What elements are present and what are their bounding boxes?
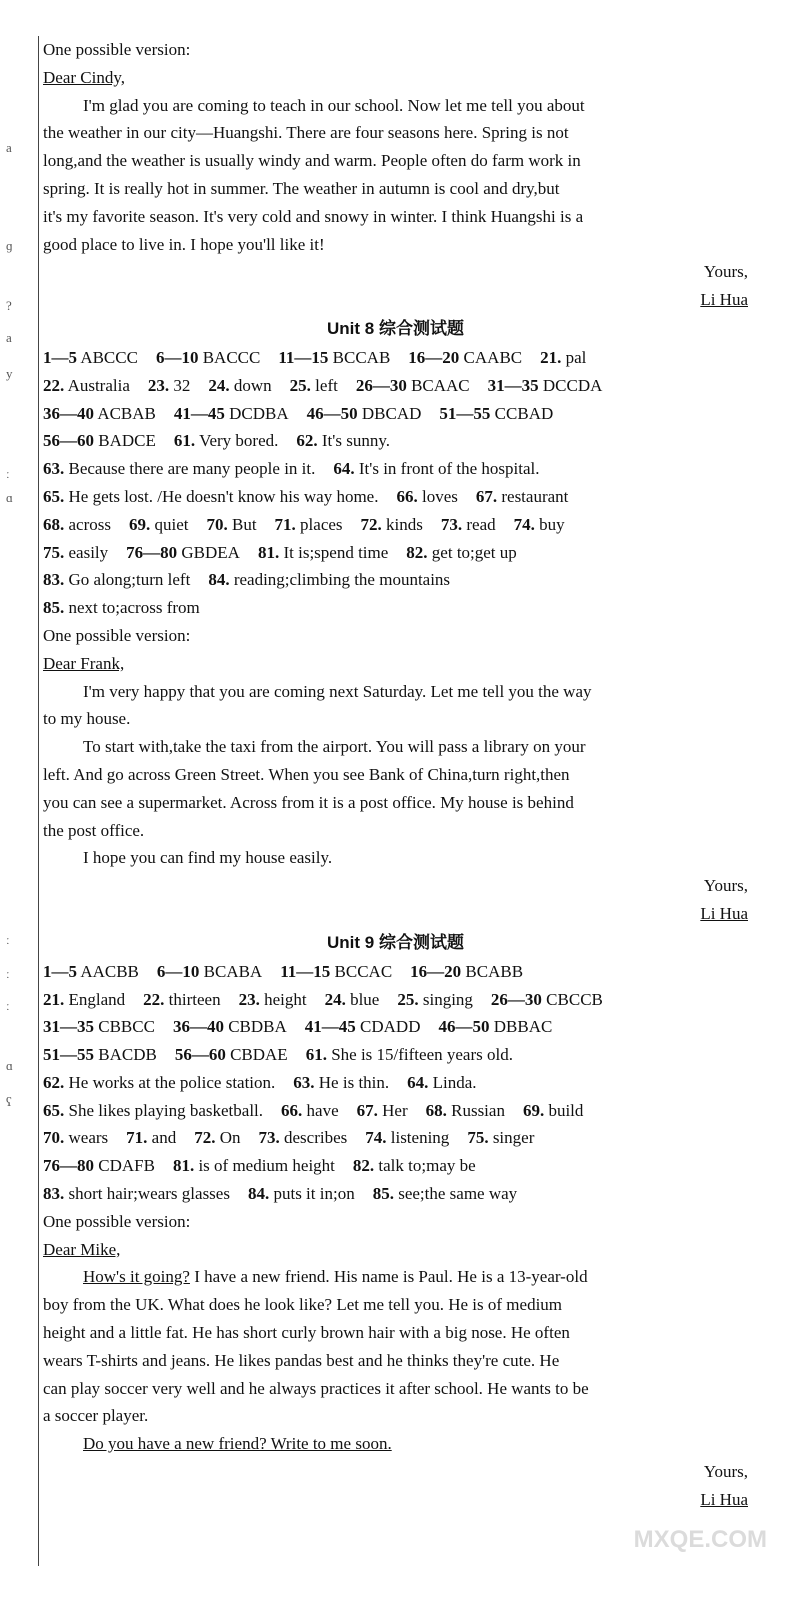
answer-text: But	[231, 514, 257, 534]
answer-item	[248, 1184, 355, 1203]
question-number: 81.	[257, 542, 280, 562]
answer-text: Her	[382, 1100, 408, 1120]
answer-item	[43, 459, 315, 478]
answer-text: across	[68, 514, 111, 534]
question-number: 67.	[475, 486, 498, 506]
answer-text: read	[466, 514, 496, 534]
answer-row	[43, 483, 748, 511]
margin-mark: a	[6, 140, 12, 155]
answer-item	[365, 1128, 449, 1147]
question-number: 85.	[372, 1184, 394, 1204]
question-number: 11—15	[278, 347, 329, 367]
answer-text: Because there are many people in it.	[68, 459, 316, 479]
answer-item	[296, 431, 390, 450]
answer-text: CCBAD	[494, 403, 554, 423]
question-number: 84.	[247, 1184, 270, 1204]
answer-item	[43, 348, 138, 367]
answer-item	[426, 1101, 505, 1120]
letter-signature: Li Hua	[700, 903, 748, 923]
question-number: 82.	[406, 542, 428, 562]
question-number: 1—5	[43, 961, 77, 981]
question-number: 64.	[407, 1072, 429, 1092]
answer-item	[307, 404, 422, 423]
question-number: 16—20	[408, 347, 460, 367]
answer-item	[43, 1017, 155, 1036]
answer-text: puts it in;on	[273, 1184, 355, 1204]
answer-row	[43, 1069, 748, 1097]
letter-greeting: Dear Cindy,	[43, 67, 125, 87]
answer-item	[275, 515, 343, 534]
answer-item	[43, 990, 125, 1009]
answer-item	[258, 543, 388, 562]
answer-item	[239, 990, 307, 1009]
question-number: 68.	[43, 514, 65, 534]
answer-item	[174, 404, 289, 423]
letter-greeting: Dear Mike,	[43, 1239, 121, 1259]
question-number: 25.	[289, 375, 311, 395]
letter-line: the post office.	[43, 820, 145, 840]
answer-item	[43, 1156, 155, 1175]
margin-mark: ː	[6, 966, 10, 981]
answer-item	[43, 1184, 230, 1203]
answer-item	[523, 1101, 583, 1120]
question-number: 66.	[396, 486, 418, 506]
answer-text: is of medium height	[198, 1156, 335, 1176]
margin-mark: ɡ	[6, 238, 13, 253]
answer-item	[148, 376, 191, 395]
answer-text: DCDBA	[229, 403, 289, 423]
letter-signature: Li Hua	[700, 1489, 748, 1509]
question-number: 72.	[360, 514, 382, 534]
answer-item	[406, 543, 516, 562]
question-number: 82.	[352, 1156, 375, 1176]
answer-text: singer	[492, 1128, 535, 1148]
answer-item	[143, 990, 220, 1009]
answer-text: Australia	[67, 375, 130, 395]
question-number: 6—10	[155, 347, 199, 367]
question-number: 56—60	[174, 1045, 226, 1065]
unit-title: Unit 9 综合测试题	[327, 932, 464, 952]
letter-line: the weather in our city—Huangshi. There are four seasons here. Spring is not	[43, 123, 569, 143]
answer-text: and	[151, 1128, 177, 1148]
question-number: 62.	[296, 431, 318, 451]
answer-text: height	[264, 989, 307, 1009]
question-number: 68.	[425, 1100, 447, 1120]
answer-item	[173, 1017, 287, 1036]
answer-text: BACDB	[98, 1045, 157, 1065]
question-number: 36—40	[43, 403, 94, 423]
answer-text: kinds	[386, 514, 423, 534]
question-number: 65.	[43, 1100, 65, 1120]
answer-text: buy	[539, 514, 565, 534]
answer-row	[43, 1180, 748, 1208]
answer-text: wears	[68, 1128, 109, 1148]
question-number: 23.	[147, 375, 170, 395]
answer-item	[333, 459, 539, 478]
answer-text: It is;spend time	[283, 542, 389, 562]
question-number: 26—30	[355, 375, 407, 395]
question-number: 21.	[540, 347, 562, 367]
answer-row	[43, 372, 748, 400]
answer-item	[441, 515, 496, 534]
answer-row	[43, 455, 748, 483]
question-number: 36—40	[172, 1017, 224, 1037]
answer-item	[43, 1045, 157, 1064]
question-number: 74.	[513, 514, 535, 534]
answer-item	[43, 598, 200, 617]
letter-line: To start with,take the taxi from the airport. You will pass a library on your	[83, 737, 586, 757]
question-number: 24.	[208, 375, 230, 395]
margin-mark: ː	[6, 932, 10, 947]
answer-item	[410, 962, 523, 981]
answer-item	[293, 1073, 389, 1092]
answer-row	[43, 427, 748, 455]
answer-text: DBBAC	[493, 1017, 553, 1037]
watermark-logo: MXQE.COM	[633, 1526, 767, 1553]
question-number: 26—30	[490, 989, 542, 1009]
question-number: 21.	[43, 989, 65, 1009]
letter-line: boy from the UK. What does he look like? Let me tell you. He is of medium	[43, 1295, 563, 1315]
margin-mark: ː	[6, 998, 10, 1013]
answer-text: It's in front of the hospital.	[358, 459, 540, 479]
answer-text: AACBB	[80, 961, 139, 981]
answer-text: BCABA	[203, 961, 263, 981]
answer-text: listening	[390, 1128, 450, 1148]
answer-row	[43, 986, 748, 1014]
answer-item	[278, 348, 390, 367]
letter-line: wears T-shirts and jeans. He likes pandas best and he thinks they're cute. He	[43, 1350, 560, 1370]
letter-line: Do you have a new friend? Write to me soon.	[83, 1434, 392, 1454]
answer-item	[396, 487, 457, 506]
margin-mark: ?	[6, 298, 12, 313]
question-number: 83.	[43, 1184, 65, 1204]
answer-text: next to;across from	[68, 598, 200, 618]
answer-item	[514, 515, 565, 534]
answer-text: She is 15/fifteen years old.	[331, 1045, 513, 1065]
answer-text: down	[233, 375, 272, 395]
answer-item	[206, 515, 256, 534]
answer-text: CBCCB	[546, 989, 603, 1009]
margin-mark: ɑ	[6, 490, 13, 505]
answer-row	[43, 400, 748, 428]
letter-opening-question: How's it going?	[83, 1267, 190, 1287]
version-label: One possible version:	[43, 625, 191, 645]
answer-row	[43, 539, 748, 567]
answer-row	[43, 1152, 748, 1180]
question-number: 69.	[522, 1100, 545, 1120]
answer-text: She likes playing basketball.	[68, 1100, 264, 1120]
letter-closing: Yours,	[703, 262, 748, 282]
answer-item	[43, 543, 108, 562]
answer-text: GBDEA	[181, 542, 240, 562]
answer-text: CBBCC	[98, 1017, 155, 1037]
answer-text: DBCAD	[361, 403, 422, 423]
question-number: 83.	[43, 570, 65, 590]
answer-row	[43, 344, 748, 372]
question-number: 67.	[356, 1100, 378, 1120]
question-number: 84.	[208, 570, 230, 590]
answer-text: Russian	[451, 1100, 505, 1120]
answer-text: blue	[350, 989, 380, 1009]
letter-line: to my house.	[43, 709, 131, 729]
letter-line: I have a new friend. His name is Paul. He is a 13-year-old	[189, 1267, 588, 1287]
answer-item	[175, 1045, 288, 1064]
question-number: 51—55	[43, 1045, 94, 1065]
answer-item	[325, 990, 380, 1009]
letter-line: good place to live in. I hope you'll like it!	[43, 234, 325, 254]
answer-text: easily	[68, 542, 109, 562]
answer-item	[373, 1184, 517, 1203]
letter-closing: Yours,	[703, 876, 748, 896]
answer-text: BADCE	[98, 431, 156, 451]
answer-item	[305, 1017, 421, 1036]
question-number: 66.	[281, 1100, 303, 1120]
answer-item	[43, 1101, 263, 1120]
question-number: 6—10	[156, 961, 200, 981]
letter-line: I'm very happy that you are coming next Saturday. Let me tell you the way	[83, 681, 592, 701]
answer-item	[173, 1156, 335, 1175]
answer-item	[157, 962, 262, 981]
question-number: 46—50	[438, 1017, 490, 1037]
letter-line: long,and the weather is usually windy and warm. People often do farm work in	[43, 151, 581, 171]
answer-item	[467, 1128, 534, 1147]
letter-line: you can see a supermarket. Across from it is a post office. My house is behind	[43, 792, 574, 812]
question-number: 61.	[305, 1045, 327, 1065]
question-number: 41—45	[173, 403, 225, 423]
question-number: 72.	[194, 1128, 216, 1148]
answer-block	[43, 344, 748, 622]
answer-item	[43, 487, 378, 506]
question-number: 70.	[43, 1128, 65, 1148]
question-number: 46—50	[306, 403, 358, 423]
answer-item	[126, 543, 240, 562]
question-number: 65.	[43, 486, 65, 506]
question-number: 73.	[258, 1128, 280, 1148]
question-number: 22.	[43, 375, 65, 395]
answer-item	[491, 990, 603, 1009]
answer-text: He is thin.	[318, 1072, 390, 1092]
answer-item	[281, 1101, 339, 1120]
answer-text: England	[68, 989, 126, 1009]
answer-row	[43, 1097, 748, 1125]
question-number: 1—5	[43, 347, 77, 367]
question-number: 31—35	[487, 375, 539, 395]
answer-row	[43, 1124, 748, 1152]
question-number: 61.	[173, 431, 196, 451]
letter-line: I hope you can find my house easily.	[83, 848, 333, 868]
answer-text: reading;climbing the mountains	[233, 570, 451, 590]
letter-closing: Yours,	[703, 1462, 748, 1482]
answer-text: ABCCC	[80, 347, 138, 367]
answer-text: Very bored.	[199, 431, 279, 451]
question-number: 16—20	[410, 961, 462, 981]
answer-text: It's sunny.	[321, 431, 390, 451]
answer-text: On	[219, 1128, 241, 1148]
question-number: 11—15	[280, 961, 331, 981]
answer-item	[408, 348, 522, 367]
letter-line: spring. It is really hot in summer. The weather in autumn is cool and dry,but	[43, 178, 560, 198]
question-number: 73.	[440, 514, 463, 534]
answer-item	[43, 1073, 275, 1092]
answer-item	[208, 376, 271, 395]
margin-mark: ɑ	[6, 1058, 13, 1073]
answer-item	[540, 348, 586, 367]
answer-item	[439, 404, 553, 423]
letter-line: it's my favorite season. It's very cold and snowy in winter. I think Huangshi is a	[43, 206, 584, 226]
margin-mark: ː	[6, 466, 10, 481]
answer-text: Go along;turn left	[68, 570, 191, 590]
question-number: 75.	[467, 1128, 489, 1148]
answer-text: ACBAB	[97, 403, 156, 423]
answer-item	[194, 1128, 240, 1147]
answer-row	[43, 566, 748, 594]
question-number: 63.	[293, 1072, 315, 1092]
version-label: One possible version:	[43, 1211, 191, 1231]
answer-item	[438, 1017, 552, 1036]
letter-signature: Li Hua	[700, 290, 748, 310]
answer-item	[290, 376, 338, 395]
question-number: 76—80	[126, 542, 178, 562]
question-number: 81.	[172, 1156, 195, 1176]
answer-item	[306, 1045, 513, 1064]
question-number: 62.	[43, 1072, 65, 1092]
answer-row	[43, 1013, 748, 1041]
question-number: 74.	[365, 1128, 387, 1148]
letter-line: a soccer player.	[43, 1406, 149, 1426]
question-number: 23.	[238, 989, 260, 1009]
question-number: 24.	[324, 989, 346, 1009]
answer-item	[397, 990, 473, 1009]
answer-text: quiet	[154, 514, 189, 534]
answer-text: restaurant	[501, 486, 569, 506]
question-number: 70.	[206, 514, 228, 534]
answer-item	[129, 515, 189, 534]
answer-text: singing	[422, 989, 473, 1009]
answer-item	[156, 348, 260, 367]
answer-text: have	[306, 1100, 339, 1120]
answer-row	[43, 1041, 748, 1069]
answer-item	[280, 962, 392, 981]
answer-text: places	[300, 514, 343, 534]
margin-mark: y	[6, 366, 13, 381]
answer-text: He gets lost. /He doesn't know his way home.	[68, 486, 379, 506]
answer-row	[43, 958, 748, 986]
answer-item	[208, 570, 450, 589]
answer-item	[43, 1128, 108, 1147]
answer-text: 32	[173, 375, 191, 395]
question-number: 64.	[333, 459, 355, 479]
answer-text: BCCAB	[332, 347, 391, 367]
letter-line: can play soccer very well and he always practices it after school. He wants to be	[43, 1378, 589, 1398]
answer-text: Linda.	[432, 1072, 477, 1092]
question-number: 31—35	[43, 1017, 94, 1037]
answer-text: pal	[565, 347, 587, 367]
question-number: 75.	[43, 542, 65, 562]
letter-line: height and a little fat. He has short curly brown hair with a big nose. He often	[43, 1323, 570, 1343]
answer-item	[353, 1156, 476, 1175]
answer-text: BCABB	[465, 961, 524, 981]
answer-item	[43, 570, 190, 589]
answer-item	[488, 376, 603, 395]
question-number: 76—80	[43, 1156, 94, 1176]
answer-text: BCCAC	[334, 961, 393, 981]
question-number: 71.	[126, 1128, 148, 1148]
question-number: 85.	[43, 598, 65, 618]
margin-mark: ʕ	[6, 1094, 12, 1109]
answer-text: see;the same way	[398, 1184, 518, 1204]
answer-item	[258, 1128, 347, 1147]
answer-item	[43, 376, 130, 395]
answer-block	[43, 958, 748, 1208]
answer-item	[43, 962, 139, 981]
letter-line: left. And go across Green Street. When you see Bank of China,turn right,then	[43, 764, 570, 784]
answer-item	[356, 376, 470, 395]
question-number: 69.	[128, 514, 151, 534]
answer-item	[476, 487, 569, 506]
question-number: 25.	[397, 989, 419, 1009]
answer-text: loves	[421, 486, 458, 506]
unit-title: Unit 8 综合测试题	[327, 318, 464, 338]
answer-text: CDADD	[360, 1017, 421, 1037]
answer-text: DCCDA	[542, 375, 603, 395]
question-number: 51—55	[439, 403, 491, 423]
answer-text: describes	[283, 1128, 348, 1148]
answer-item	[43, 431, 156, 450]
answer-text: CBDBA	[228, 1017, 287, 1037]
question-number: 56—60	[43, 431, 94, 451]
version-label: One possible version:	[43, 40, 191, 59]
answer-text: BCAAC	[411, 375, 470, 395]
answer-item	[174, 431, 279, 450]
answer-text: CAABC	[463, 347, 523, 367]
answer-text: talk to;may be	[378, 1156, 476, 1176]
answer-item	[357, 1101, 408, 1120]
answer-text: He works at the police station.	[68, 1072, 276, 1092]
answer-page	[38, 36, 748, 1566]
answer-text: thirteen	[168, 989, 221, 1009]
answer-item	[361, 515, 423, 534]
answer-row	[43, 511, 748, 539]
answer-text: build	[548, 1100, 584, 1120]
letter-line: I'm glad you are coming to teach in our school. Now let me tell you about	[83, 95, 585, 115]
answer-text: BACCC	[202, 347, 261, 367]
answer-text: CBDAE	[230, 1045, 288, 1065]
question-number: 71.	[274, 514, 296, 534]
answer-text: short hair;wears glasses	[68, 1184, 230, 1204]
answer-item	[43, 404, 156, 423]
answer-text: get to;get up	[431, 542, 517, 562]
question-number: 22.	[143, 989, 165, 1009]
margin-mark: a	[6, 330, 12, 345]
answer-text: left	[315, 375, 338, 395]
answer-item	[407, 1073, 476, 1092]
answer-item	[126, 1128, 176, 1147]
question-number: 41—45	[304, 1017, 356, 1037]
letter-greeting: Dear Frank,	[43, 653, 125, 673]
answer-row	[43, 594, 748, 622]
question-number: 63.	[43, 459, 65, 479]
answer-item	[43, 515, 111, 534]
answer-text: CDAFB	[98, 1156, 155, 1176]
